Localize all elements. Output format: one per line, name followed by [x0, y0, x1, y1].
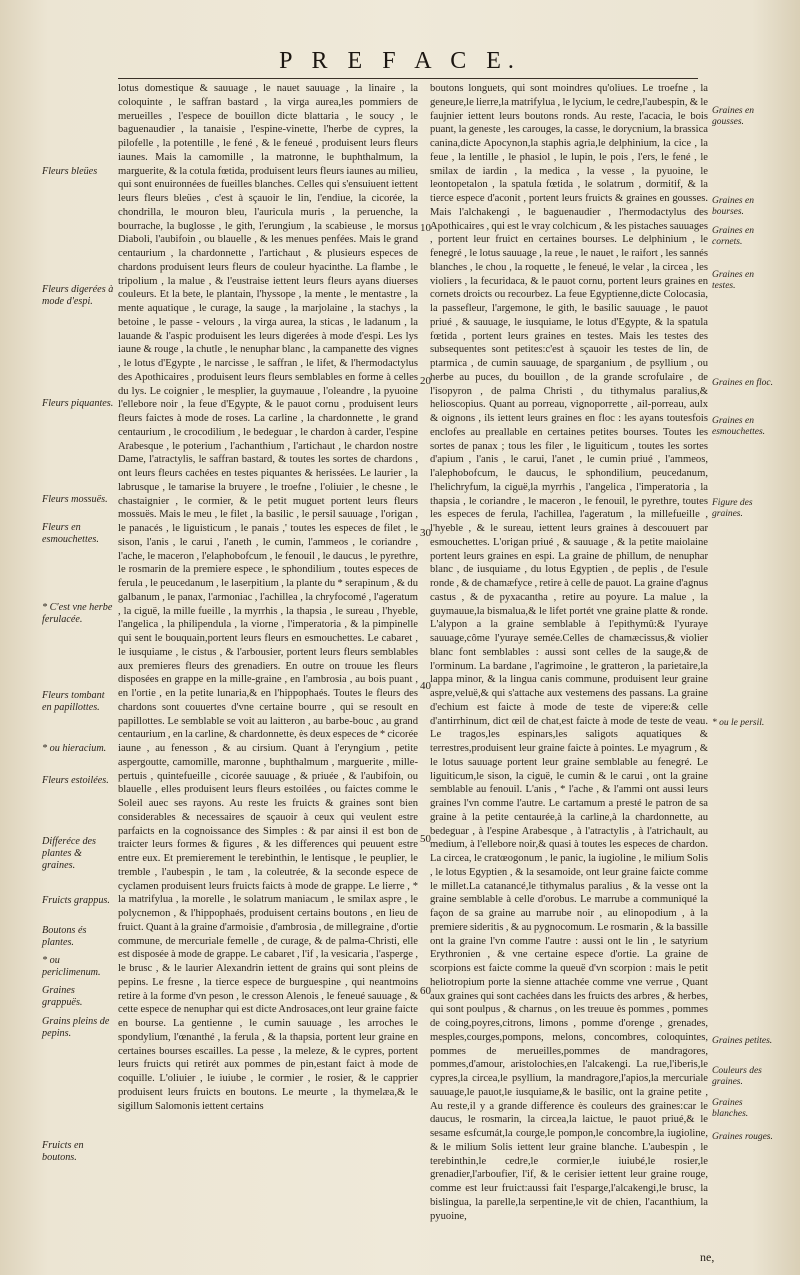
line-number: 60	[420, 985, 431, 997]
page-title: P R E F A C E.	[279, 48, 521, 74]
right-column-text: boutons longuets, qui sont moindres qu'oliues. Le troefne , la geneure,le lierre,la matrifylua , le lycium, le cedre,l'aubespin, & le faujnier iettent leurs boutons ronds. Au reste, l'acacia, le bois puant, la geneste , les carouges, la casse, le dorycnium, la brassica canina,dicte Apocynon,la staphis agria,le delphinium, la cice , la feue , la lentille , le phasiol , le lupin, le pois , l'ers, le fené , le smilax de iardin , la medica , la vesse , la pyuoine, le leontopetalon , la spatula fœtida , le solatrum , dormitif, & la tierce espece d'aconit , portent leurs fruicts & graines en gousses. Mais l'alchakengi , le baguenaudier , l'hermodactylus des Apothicaires , qui est le vray colchicum , & les pistaches sauuages , portent leur fruict en certaines bourses. Le delphinium , le fenegré , le lotus sauuage , la reue , le nauet , le raifort , les sannés blanches , le chou , la roquette , le feneué, le velar , la circea , les violiers , la fecuridaca, & le pauot cornu, portent leurs graines en cornets droicts ou recourbez. La feue Egyptienne,dicte Colocasia, la passefleur, l'argemone, le gith, le basilic sauuage , le pauot priué , & sauuage, le iusquiame, le lotus d'Egypte, & la spatula fœtida , portent leurs graines en testes. Mais les testes des subsequentes sont petites:c'est à sçauoir les testes de lin, de ptarmica , de cumin sauuage, de sparganium , de psyllium , ou herbe au puces, du bouillon , de la grande scrofulaire , de l'isopyron , de palma Christi , du tithymalus paralius,& helioscopius. Quant au porreau, vignoporrette , ail-porreau, aulx & oignons , ils iettent leurs graines en floc : les ayans toutesfois enclofes au preallable en certaines petites bourses. Toutes les sortes de panax ; tous les filer , le liguiticum , toutes les sortes d'apium , l'anis , le carui, l'anet , le cumin priué , l'ammeos, l'alephobofcum, le daucus, le sphondilium, peucedanum, l'helichryfum, la ciguë,la myrrhis , l'angelica , l'imperatoria , la thapsia , le coriandre , le maceron , le fenouil, le pyrethre, toutes les especes de ferula, l'achillea, l'ageratum , la millefueille , l'hyeble , & le sureau, iettent leurs graines à descouuert par esmouchettes. L'origan priué , & sauuage , & la petite maiolaine portent leurs graines en espi. La graine de phillum, de nenuphar blanc , de iusquiame , du lotus Egyptien , de peplis , de l'esule ronde , & de chamæfyce , retire à celle de pauot. La graine d'agnus castus , & de pyxacantha , retire au poyure. La malue , la guymauue,la bismalua,& le lifet portét vne graine platte & ronde. L'alypon a la graine semblable à l'epithymû:& l'yuraye sauuage,côme l'yuraye semée.Celles de chamæcissus,& violier blanc font semblables : aussi sont celles de la sauge,& de l'orminum. La bardane , l'agrimoine , le gratteron , la parietaire,la lappa minor, & la lingua canis commune, produisent leur graine aspre,veluë,& qui s'attache aux vestemens des passans. La graine d'echium est faicte à mode de teste de vipere:& celle d'antirrhinum, dict œil de chat,est faicte à mode de teste de veau. Le tragos,les espinars,les saligots aquatiques & terrestres,produisent leur graine faicte à pointes. Le myagrum , & le lotus sauuage portent leur graine semblable au fenegré. Le liguiticum,le sison, la ciguë, le cumin & le carui , ont la graine semblable au fenouil. L'anis , * l'ache , & l'ammi ont aussi leurs graines l'vn comme l'autre. Le cartamum a presté le patron de sa graine à la petite centaurée,à la carline,à la chardonnette, au bedeguar , à l'espine Arabesque , à l'atractylis , à l'atrichault, au medium, à l'ellebore noir,& quasi à toutes les especes de chardon. La circea, le cratœogonum , le panic, la iugioline , le milium Solis , le lotus Egyptien , & la sesamoide, ont leur graine faicte comme le millet.La catanancé,le tithymalus paralius , & la vesse ont la graine semblable à celle d'orobus. Le marrube a communiqué la façon de sa graine au marrube noir , au elinopodium , à la premiere sideritis , & au pygnocomum. Le rosmarin , & la bassille ont la graine l'vn comme l'autre : aussi ont le lin , le satyrium Erythronien , & vne certaine espece d'ortie. La graine de scorpions est faicte comme la queuë d'vn scorpion : mais le petit heliotropium porte la sienne attachée comme vne verrue , Quant aux graines qui sont cachées dans les fruicts des arbres , & herbes, qui sont poulpus , & charnus , on les treuue ès pommes , pommes de coing,poyres,citrons, limons , pomme d'orenge , grenades, mesples,courges,pompons, melons, concombres, coloquintes, pommes de merueilles,pommes de mandragores, pommes,d'amour, aristolochies,en l'alcakengi. La rue,l'iberis,le cypres,la circea,le psyllium, la mandragore,l'apios,la mercuriale sauuage,le pauot,le iusquiame,& le basilic, ont la graine petite , Au reste,il y a grande difference ès couleurs des graines:car le daucus, le rosmarin, la circea,la laictue, le pauot priué,& le sesame esfcumát,la courge,le pompon,le concombre,la iugioline, & le milium Solis iettent leur graine blanche. L'aubespin , le terebinthin,le cedre,le cormier,le iuiubé,le rosier,le grenadier,l'arboufier, l'if, & le cerisier iettent leur graine rouge, comme est leur fruict:aussi fait l'esparge,l'alcakengi,le brusc, la bislingua, la parelle,la serpentine,le vit de chien, l'acanthium, la pyuoine,	[430, 83, 708, 1222]
margin-note: Fleurs estoilées.	[42, 775, 109, 786]
margin-note: Graines en floc.	[712, 378, 773, 388]
margin-note: Graines en testes.	[712, 270, 754, 291]
margin-note: Fleurs piquantes.	[42, 398, 114, 409]
margin-note: * C'est vne herbe ferulacée.	[42, 602, 113, 625]
margin-note: Fleurs en esmouchettes.	[42, 522, 99, 545]
margin-note: Differéce des plantes & graines.	[42, 836, 97, 871]
margin-note: Fruicts grappus.	[42, 895, 110, 906]
line-number: 20	[420, 375, 431, 387]
margin-note: Fleurs bleües	[42, 166, 98, 177]
line-number: 30	[420, 527, 431, 539]
right-column	[430, 82, 708, 1223]
catchword: ne,	[700, 1250, 715, 1264]
margin-note: Couleurs des graines.	[712, 1066, 762, 1087]
header-rule	[118, 78, 698, 79]
margin-note: Graines petites.	[712, 1036, 773, 1046]
margin-note: Graines en esmouchettes.	[712, 416, 766, 437]
margin-note: * ou hieracium.	[42, 743, 107, 754]
margin-note: Fruicts en boutons.	[42, 1140, 84, 1163]
margin-note: Boutons és plantes.	[42, 925, 87, 948]
margin-note: Graines en bourses.	[712, 196, 754, 217]
left-column-text: lotus domestique & sauuage , le nauet sauuage , la linaire , la coloquinte , le saffran bastard , la virga aurea,les pommiers de merueilles , l'espece de bouillon dicte blattaria , le soucy , le baguenaudier , la tanaisie , l'espine-vinette, l'herbe de cypres, la pilofelle , la potentille , le fené , & le feneué , produisent leurs fleurs iaunes. Mais la camomille , la matronne, le buphthalmum, la marguerite, & la cotula fœtida, produisent leurs fleurs iaunes au milieu, qui sont enuironnées de fueilles blanches. Celles qui s'ensuiuent iettent leurs fleurs bleües , c'est à sçauoir le lin, l'endiue, la cicorée, la chondrilla, le mouron bleu, l'auricula muris , la peruenche, la bourrache, la buglosse , le gith, l'erungium , la scabieuse , le morsus Diaboli, l'aubifoin , ou blauelle , & les menues penfées. Mais le grand centaurium , la chardonnette , l'artichaut , & plusieurs especes de chardons produisent leurs fleurs de couleur hyacinthe. La flambe , le tripolium , la malue , & l'eustraise iettent leurs fleurs ayans diuerses couleurs. Et la bete, le plantain, l'hyssope , la mente , le mentastre , la mente aquatique , le curage, la sauge , la marjolaine , la stachys , la betoine , le passe - velours , la virga aurea, la sticas , le ladanum , la lauande & l'aspic produisent les leurs digerées à mode d'espi. Les lys iaune & rouge , la chutle , le nenuphar blanc , la campanette des vignes , le lotus d'Egypte , le narcisse , le saffran , le lifet, & l'hermodactylus des Apothicaires , produisent leurs fleurs semblables en forme à celles du lys. Le coignier , le mesplier, la guymauue , l'oleandre , la pyuoine l'ellebore noir , la feue d'Egypte, & le pauot cornu , produisent leurs fleurs faictes à mode de roses. La carline , la chardonnette , le grand centaurium , le crocodilium , le bedeguar , le chardon à carder, l'espine Arabesque , le poterium , l'achanthium , l'artichaut , le chardon nostre Dame, l'atractylis, le saffran bastard, & toutes les sortes de chardons , ont leurs fleurs cachées en testes piquantes & herissées. Le laurier , la labrusque , le tamarise la bruyere , le troefne , l'oliuier , le chesne , le chastaignier , le cormier, & le petit muguet portent leurs fleurs mossuës. Mais le meu , le filet , la basilic , le persil sauuage , l'origan , le panacés , le liguisticum , le panais ,' toutes les especes de filet , le sison, l'anis , le carui , l'aneth , le cumin, l'ammeos , le coriandre , l'ache, le maceron , l'elaphobofcum , le fenouil , le daucus , le pyrethre, le rosmarin de la premiere espece , le sphondilium , toutes especes de ferula , le peucedanum , le laserpitium , la plante du * serapinum , & du galbanum , le panax, l'armoniac , l'achillea , la chryfocomé , l'ageratum , la ciguë, la mille fueille , la myrrhis , la thapsia , le sureau , l'hyeble, l'angelica , la philipendula , la viorne , l'imperatoria , & la pimpinelle qui sent le bouquain,portent leurs fleurs en esmouchettes. Le cabaret , le iusquiame , le cistus , & l'arbousier, portent leurs fleurs semblables aux premieres fleurs des grenadiers. En outre on trouue les fleurs disposées en grappe en la mille-graine , en l'ambrosia , au bois puant , en l'ortie , en la petite lunaria,& en l'hippophaés. Toutes le fleurs des chardons sont couuertes d'vne certaine bourre , qui se resoult en papillottes. Le semblable se voit au laitteron , au barbe-bouc , au grand centaurium , en la carline, & chardonnette, ès deux especes de * cicorée iaune , au fenesson , & au cirsium. Quant à l'eryngium , petite aspergoutte, camomille, maronne , buphthalmum , marguerite , mille-pertuis , quintefueille , cicorée sauuage , & priuée , & l'aubifoin, ou blauelle , elles produisent leurs fleurs estoilées , ou faictes comme le Soleil auec ses rayons. Au reste les fruicts & graines sont bien considerables & necessaires de sçauoir à ceux qui veulent estre parfaicts en la cognoissance des Simples : & par ainsi il est bon de traicter leurs formes & figures , & les differences qui peuuent estre entre eux. Et premierement le terebinthin, le lentisque , le peuplier, le tremble , l'aubespin , le tam , la coleutrée, & la seconde espece de cyclamen produisent leurs fruicts faicts à mode de grappe. Le lierre , * la matrifylua , la morelle , le solatrum maniacum , le smilax aspre , le polycnemon , & l'hippophaés, produisent certains boutons , en lieu de fruict. Quant à la graine d'armoisie , d'ambrosia , de millegraine , d'ortie commune, de mercuriale femelle , de curage, & de palma-Christi, elle est disposée à mode de grappe. Le cabaret , l'if , la vesicaria , l'asperge , le brusc , & le laurier Alexandrin iettent de grains qui sont pleins de pepins. Le fresne , la tierce espece de burguespine , qui neantmoins retire à la forme d'vn peson , le cresson Alenois , le feneué sauuage , & cette espece de nenuphar qui est dicte Androsaces,ont leur graine faicte en bourse. La gentienne , le cumin sauuage , les arroches le spondylium, l'œnanthé , la ferula , & la thapsia, portent leur graine en certaines bourses escailles. La pesse , la meleze, & le cypres, portent leurs fruicts qui retirét aux pommes de pin,estant faict à mode de coquille. L'oliuier , le iuiube , le cormier , le rosier, & le capprier produisent leurs fruicts en boutons. Le meurte , la thymelæa,& le sigillum Salomonis iettent certains	[118, 83, 418, 1112]
line-number: 50	[420, 833, 431, 845]
left-column	[118, 82, 418, 1113]
margin-note: Graines grappuës.	[42, 985, 83, 1008]
line-number: 40	[420, 680, 431, 692]
margin-note: * ou periclimenum.	[42, 955, 101, 978]
line-number: 10	[420, 222, 431, 234]
margin-note: Fleurs tombant en papillottes.	[42, 690, 105, 713]
margin-note: Graines en cornets.	[712, 226, 754, 247]
margin-note: Fleurs digerées à mode d'espi.	[42, 284, 114, 307]
margin-note: Graines blanches.	[712, 1098, 749, 1119]
margin-note: * ou le persil.	[712, 718, 765, 728]
margin-note: Graines en gousses.	[712, 106, 754, 127]
margin-note: Figure des graines.	[712, 498, 753, 519]
margin-note: Graines rouges.	[712, 1132, 773, 1142]
margin-note: Grains pleins de pepins.	[42, 1016, 110, 1039]
margin-note: Fleurs mossuës.	[42, 494, 108, 505]
